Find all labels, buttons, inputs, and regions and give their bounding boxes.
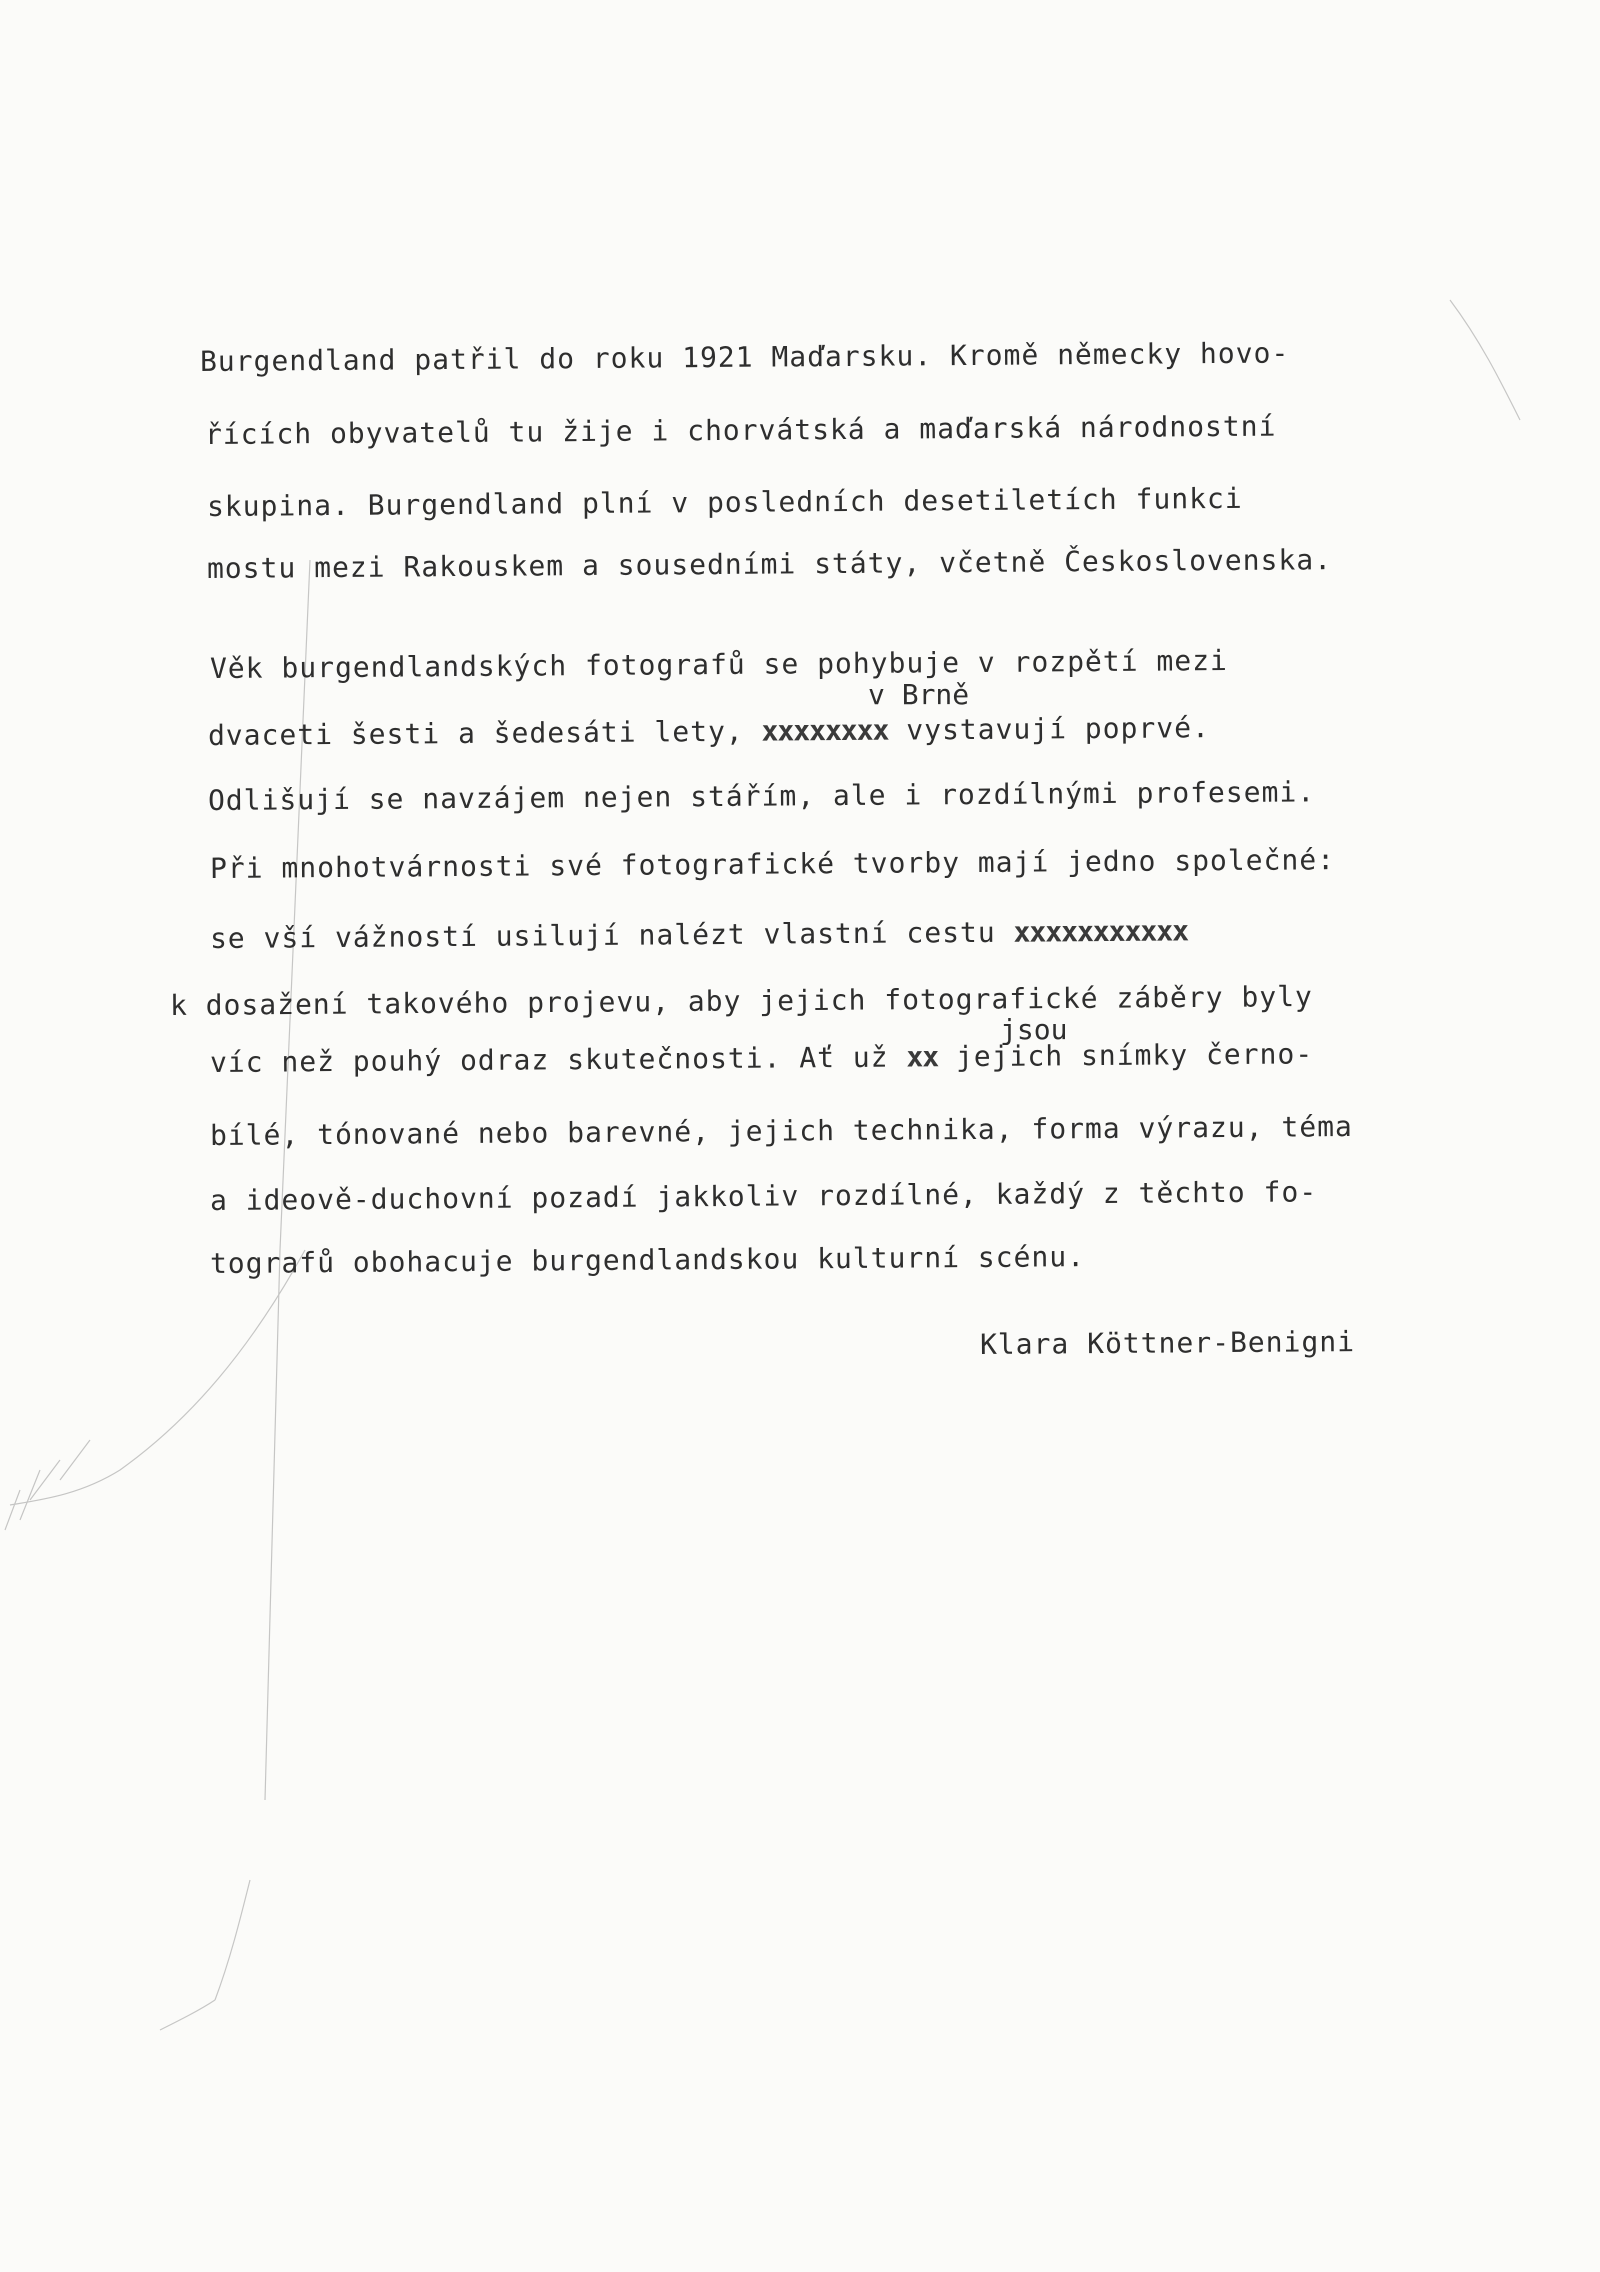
paragraph2-line2: [208, 711, 1210, 753]
paragraph2-line9: a ideově-duchovní pozadí jakkoliv rozdílné, každý z těchto fo-: [209, 1175, 1318, 1217]
paragraph2-line5: [210, 914, 1188, 956]
paragraph2-line6: k dosažení takového projevu, aby jejich fotografické záběry byly: [169, 980, 1313, 1022]
paragraph1-line3: skupina. Burgendland plní v posledních desetiletích funkci: [206, 481, 1243, 523]
paragraph2-line3: Odlišují se navzájem nejen stářím, ale i rozdílnými profesemi.: [207, 775, 1316, 817]
paragraph1-line1: Burgendland patřil do roku 1921 Maďarsku. Kromě německy hovo-: [199, 336, 1290, 378]
struck-out-word: xxxxxxxxxxx: [1013, 914, 1189, 949]
struck-out-word: xxxxxxxx: [761, 713, 889, 748]
paragraph2-line1: Věk burgendlandských fotografů se pohybuje v rozpětí mezi: [209, 644, 1228, 685]
paragraph2-line10: tografů obohacuje burgendlandskou kulturní scénu.: [209, 1240, 1086, 1280]
paragraph2-line7: [210, 1037, 1313, 1080]
insertion-jsou: jsou: [1000, 1013, 1068, 1046]
struck-out-word: xx: [906, 1040, 939, 1074]
insertion-v-brne: v Brně: [868, 678, 970, 711]
line5-text-before: se vší vážností usilují nalézt vlastní cestu: [209, 915, 996, 955]
signature: Klara Köttner-Benigni: [979, 1325, 1356, 1361]
paragraph2-line8: bílé, tónované nebo barevné, jejich technika, forma výrazu, téma: [209, 1110, 1353, 1152]
paragraph1-line4: mostu mezi Rakouskem a sousedními státy, včetně Československa.: [206, 543, 1333, 585]
paragraph1-line2: řících obyvatelů tu žije i chorvátská a maďarská národnostní: [204, 409, 1277, 451]
paragraph2-line4: Při mnohotvárnosti své fotografické tvorby mají jedno společné:: [209, 843, 1336, 885]
line2-text-after: vystavují poprvé.: [906, 711, 1210, 747]
line2-text-before: dvaceti šesti a šedesáti lety,: [207, 714, 744, 752]
line7-text-after: jejich snímky černo-: [955, 1037, 1314, 1074]
line7-text-before: víc než pouhý odraz skutečnosti. Ať už: [209, 1040, 889, 1079]
